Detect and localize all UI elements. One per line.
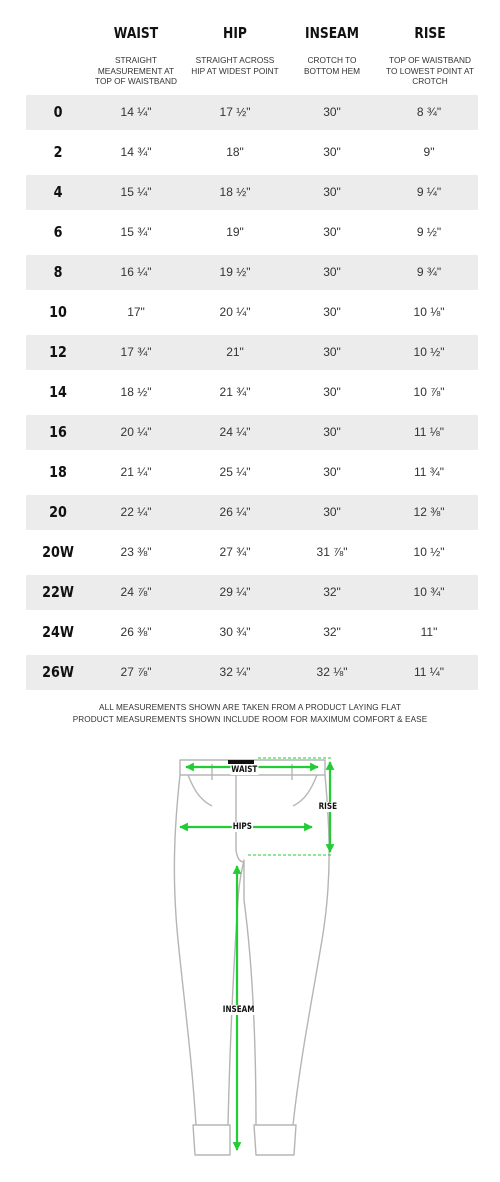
- inseam-cell: 32": [323, 585, 341, 599]
- rise-cell: 12 ⅜": [413, 505, 445, 519]
- hip-cell: 20 ¼": [219, 305, 251, 319]
- waist-cell: 16 ¼": [120, 265, 152, 279]
- inseam-cell: 30": [323, 385, 341, 399]
- size-cell: 10: [49, 303, 67, 321]
- rise-cell: 11 ¼": [413, 665, 445, 679]
- inseam-cell: 30": [323, 505, 341, 519]
- inseam-cell: 30": [323, 265, 341, 279]
- hip-cell: 29 ¼": [219, 585, 251, 599]
- waist-cell: 14 ¼": [120, 105, 152, 119]
- rise-cell: 9 ½": [416, 225, 442, 239]
- rise-label: RISE: [318, 802, 338, 812]
- rise-cell: 10 ½": [413, 545, 445, 559]
- hip-cell: 19 ½": [219, 265, 251, 279]
- waist-cell: 24 ⅞": [120, 585, 152, 599]
- header-name: RISE: [414, 24, 446, 42]
- header-desc: STRAIGHT MEASUREMENT AT TOP OF WAISTBAND: [95, 55, 177, 86]
- header-desc: STRAIGHT ACROSS HIP AT WIDEST POINT: [191, 55, 279, 76]
- size-cell: 26W: [42, 663, 74, 681]
- size-cell: 0: [53, 103, 63, 121]
- hip-cell: 24 ¼": [219, 425, 251, 439]
- header-name: WAIST: [113, 24, 159, 42]
- inseam-cell: 30": [323, 345, 341, 359]
- hip-cell: 21 ¾": [219, 385, 251, 399]
- inseam-cell: 30": [323, 145, 341, 159]
- hip-cell: 18": [226, 145, 244, 159]
- inseam-cell: 30": [323, 305, 341, 319]
- waist-cell: 22 ¼": [120, 505, 152, 519]
- header-desc: TOP OF WAISTBAND TO LOWEST POINT AT CROTCH: [386, 55, 474, 86]
- size-cell: 12: [49, 343, 67, 361]
- rise-cell: 11 ⅛": [413, 425, 445, 439]
- header-name: HIP: [223, 24, 247, 42]
- size-cell: 22W: [42, 583, 74, 601]
- hip-cell: 27 ¾": [219, 545, 251, 559]
- waistband-marker: [228, 760, 254, 764]
- hips-label: HIPS: [232, 822, 252, 832]
- inseam-cell: 30": [323, 425, 341, 439]
- hip-cell: 26 ¼": [219, 505, 251, 519]
- rise-cell: 10 ⅞": [413, 385, 445, 399]
- rise-cell: 10 ⅛": [413, 305, 445, 319]
- inseam-label: INSEAM: [222, 1005, 255, 1015]
- rise-cell: 11 ¾": [413, 465, 445, 479]
- header-desc: CROTCH TO BOTTOM HEM: [303, 55, 361, 76]
- hip-cell: 18 ½": [219, 185, 251, 199]
- waist-cell: 20 ¼": [120, 425, 152, 439]
- size-cell: 2: [53, 143, 63, 161]
- waist-cell: 15 ¼": [120, 185, 152, 199]
- rise-cell: 9 ¾": [416, 265, 442, 279]
- waist-cell: 26 ⅜": [120, 625, 152, 639]
- rise-cell: 8 ¾": [416, 105, 442, 119]
- waist-cell: 17 ¾": [120, 345, 152, 359]
- rise-cell: 10 ¾": [413, 585, 445, 599]
- inseam-cell: 30": [323, 465, 341, 479]
- hip-cell: 21": [226, 345, 244, 359]
- size-cell: 20: [49, 503, 67, 521]
- inseam-cell: 32": [323, 625, 341, 639]
- hip-cell: 30 ¾": [219, 625, 251, 639]
- inseam-cell: 30": [323, 225, 341, 239]
- inseam-cell: 32 ⅛": [316, 665, 348, 679]
- hip-cell: 32 ¼": [219, 665, 251, 679]
- rise-cell: 9": [423, 145, 435, 159]
- rise-cell: 11": [420, 625, 438, 639]
- size-cell: 18: [49, 463, 67, 481]
- hip-cell: 17 ½": [219, 105, 251, 119]
- waist-cell: 17": [127, 305, 145, 319]
- waist-cell: 23 ⅜": [120, 545, 152, 559]
- size-cell: 4: [53, 183, 63, 201]
- note-comfort: PRODUCT MEASUREMENTS SHOWN INCLUDE ROOM FOR MAXIMUM COMFORT & EASE: [72, 715, 428, 724]
- inseam-cell: 30": [323, 105, 341, 119]
- rise-cell: 9 ¼": [416, 185, 442, 199]
- waist-cell: 21 ¼": [120, 465, 152, 479]
- inseam-cell: 31 ⅞": [316, 545, 348, 559]
- rise-cell: 10 ½": [413, 345, 445, 359]
- header-name: INSEAM: [305, 24, 359, 42]
- waist-cell: 27 ⅞": [120, 665, 152, 679]
- waist-cell: 15 ¾": [120, 225, 152, 239]
- hip-cell: 19": [226, 225, 244, 239]
- note-flat: ALL MEASUREMENTS SHOWN ARE TAKEN FROM A PRODUCT LAYING FLAT: [99, 703, 401, 712]
- inseam-cell: 30": [323, 185, 341, 199]
- size-cell: 16: [49, 423, 67, 441]
- waist-cell: 14 ¾": [120, 145, 152, 159]
- waist-cell: 18 ½": [120, 385, 152, 399]
- size-cell: 20W: [42, 543, 74, 561]
- size-cell: 14: [49, 383, 67, 401]
- hip-cell: 25 ¼": [219, 465, 251, 479]
- pants-outline: [174, 760, 329, 1155]
- size-cell: 24W: [42, 623, 74, 641]
- size-cell: 8: [53, 263, 63, 281]
- measure-lines: [180, 762, 330, 1150]
- waist-label: WAIST: [231, 765, 258, 775]
- size-cell: 6: [53, 223, 63, 241]
